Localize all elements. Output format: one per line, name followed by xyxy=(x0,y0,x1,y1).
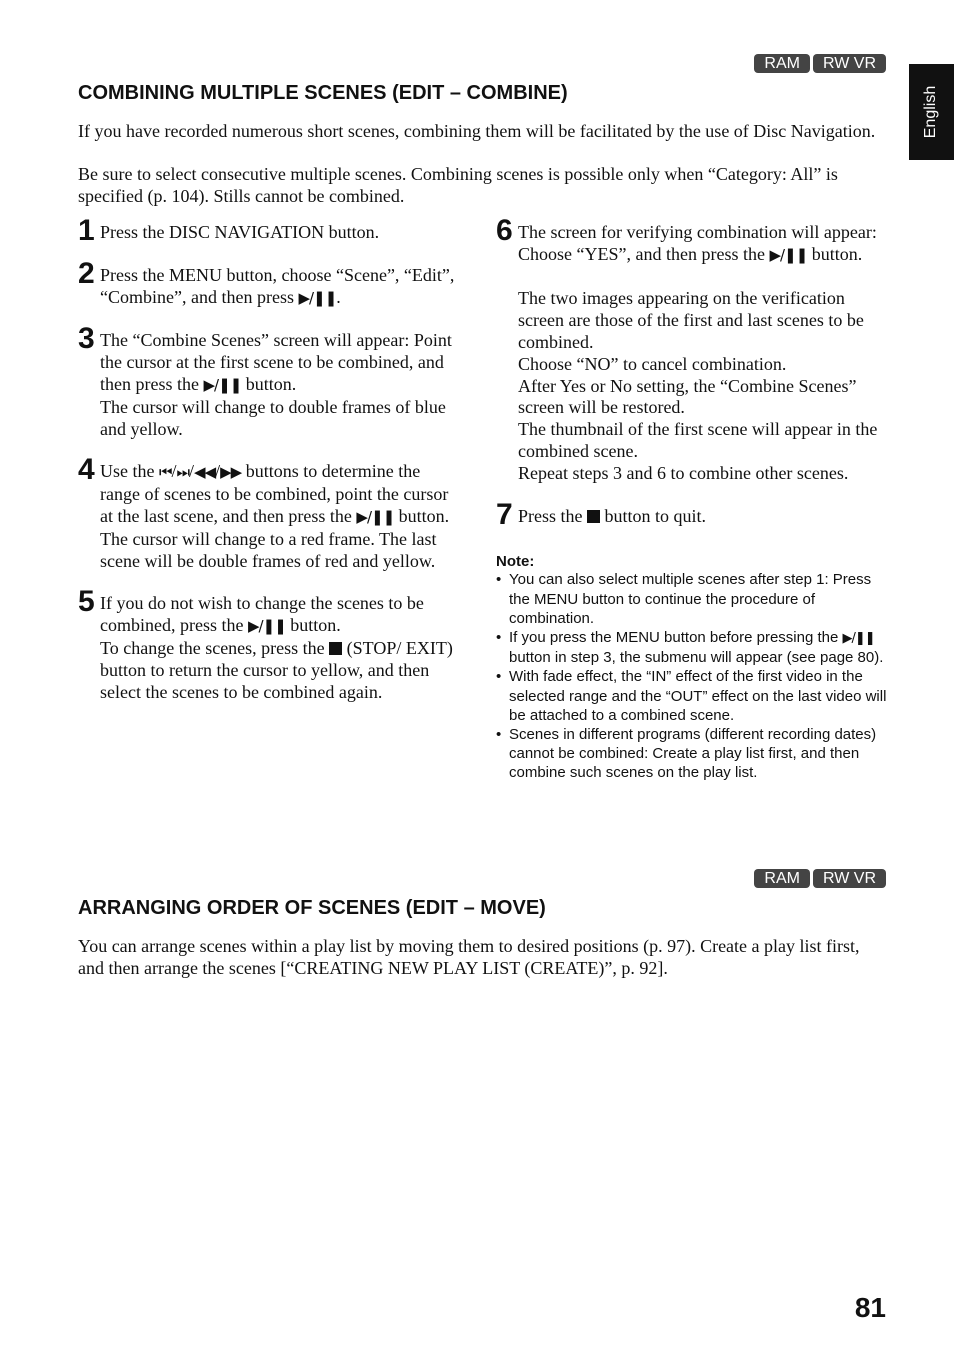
step-number: 7 xyxy=(496,497,513,531)
intro-paragraph-2: Be sure to select consecutive multiple scenes. Combining scenes is possible only when “Category: All” is specified (p. 104). Stills cannot be combined. xyxy=(78,164,838,206)
note-item: • With fade effect, the “IN” effect of the first video in the selected range and the “OUT” effect on the last video will be attached to a combined scene. xyxy=(496,667,888,725)
section-heading-move: ARRANGING ORDER OF SCENES (EDIT – MOVE) xyxy=(78,897,546,919)
intro-paragraph-1: If you have recorded numerous short scenes, combining them will be facilitated by the use of Disc Navigation. xyxy=(78,121,876,141)
rewind-icon: ◀◀ xyxy=(194,463,216,482)
step-note: The cursor will change to double frames of blue and yellow. xyxy=(100,396,446,439)
step-text: The screen for verifying combination will appear: Choose “YES”, and then press the ▶/❚❚ button. xyxy=(518,222,877,264)
step-note: The cursor will change to a red frame. The last scene will be double frames of red and yellow. xyxy=(100,528,437,571)
step-7 xyxy=(496,497,888,531)
step-number: 5 xyxy=(78,585,95,619)
step-text: Press the DISC NAVIGATION button. xyxy=(100,222,380,242)
notes-list xyxy=(496,570,888,782)
page-number: 81 xyxy=(854,1292,886,1323)
step-5 xyxy=(78,585,460,703)
step-text: Press the MENU button, choose “Scene”, “Edit”, “Combine”, and then press ▶/❚❚. xyxy=(100,264,455,307)
badge-ram: RAM xyxy=(754,869,810,888)
notes-block xyxy=(496,553,888,782)
step-number: 6 xyxy=(496,214,513,247)
step-note: The thumbnail of the first scene will appear in the combined scene. xyxy=(518,419,878,461)
step-note: To change the scenes, press the (STOP/ EXIT) button to return the cursor to yellow, and then select the scenes to be combined again. xyxy=(100,637,453,702)
language-tab xyxy=(909,64,954,160)
step-text: If you do not wish to change the scenes to be combined, press the ▶/❚❚ button. xyxy=(100,593,424,636)
step-number: 4 xyxy=(78,453,95,487)
step-number: 3 xyxy=(78,322,95,356)
play-pause-icon: ▶/❚❚ xyxy=(356,507,395,526)
step-number: 2 xyxy=(78,256,95,290)
note-item: • You can also select multiple scenes after step 1: Press the MENU button to continue the procedure of combination. xyxy=(496,570,888,628)
steps-right-column xyxy=(496,214,888,783)
fast-forward-icon: ▶▶ xyxy=(220,463,242,482)
disc-type-badges xyxy=(754,54,886,73)
badge-rw-vr: RW VR xyxy=(813,54,886,73)
play-pause-icon: ▶/❚❚ xyxy=(842,630,875,646)
step-number: 1 xyxy=(78,214,95,247)
play-pause-icon: ▶/❚❚ xyxy=(298,288,337,307)
step-4 xyxy=(78,453,460,572)
step-text: Use the ⏮/⏭/◀◀/▶▶ buttons to determine the range of scenes to be combined, point the cursor at the last scene, and then press the ▶/❚❚ button. xyxy=(100,461,450,526)
play-pause-icon: ▶/❚❚ xyxy=(247,617,286,636)
badge-ram: RAM xyxy=(754,54,810,73)
stop-icon xyxy=(329,642,342,655)
step-note: The two images appearing on the verification screen are those of the first and last scenes to be combined. xyxy=(518,288,864,352)
skip-previous-icon: ⏮ xyxy=(158,463,172,482)
steps-left-column xyxy=(78,214,460,703)
section-heading-combine: COMBINING MULTIPLE SCENES (EDIT – COMBINE) xyxy=(78,82,568,104)
step-note: Repeat steps 3 and 6 to combine other scenes. xyxy=(518,462,849,483)
move-paragraph: You can arrange scenes within a play list by moving them to desired positions (p. 97). Create a play list first, and then arrange the scenes [“CREATING NEW PLAY LIST (CREATE)”, p. 92]. xyxy=(78,936,860,978)
step-1 xyxy=(78,214,460,247)
skip-next-icon: ⏭ xyxy=(176,463,190,482)
disc-type-badges-2 xyxy=(754,869,886,888)
step-note: Choose “NO” to cancel combination. xyxy=(518,353,787,374)
step-6 xyxy=(496,214,888,485)
step-note: After Yes or No setting, the “Combine Scenes” screen will be restored. xyxy=(518,375,857,418)
step-text: Press the button to quit. xyxy=(518,505,707,526)
play-pause-icon: ▶/❚❚ xyxy=(203,375,242,394)
step-text: The “Combine Scenes” screen will appear: Point the cursor at the first scene to be combined, and then press the ▶/❚❚ button. xyxy=(100,330,452,394)
note-item: • If you press the MENU button before pressing the ▶/❚❚ button in step 3, the submenu will appear (see page 80). xyxy=(496,628,888,667)
play-pause-icon: ▶/❚❚ xyxy=(769,245,808,264)
badge-rw-vr: RW VR xyxy=(813,869,886,888)
step-2 xyxy=(78,256,460,310)
stop-icon xyxy=(587,510,600,523)
note-title: Note: xyxy=(496,553,535,571)
step-3 xyxy=(78,322,460,440)
note-item: • Scenes in different programs (different recording dates) cannot be combined: Create a play list first, and then combine such scenes on the play list. xyxy=(496,725,888,783)
language-label: English xyxy=(922,85,940,139)
